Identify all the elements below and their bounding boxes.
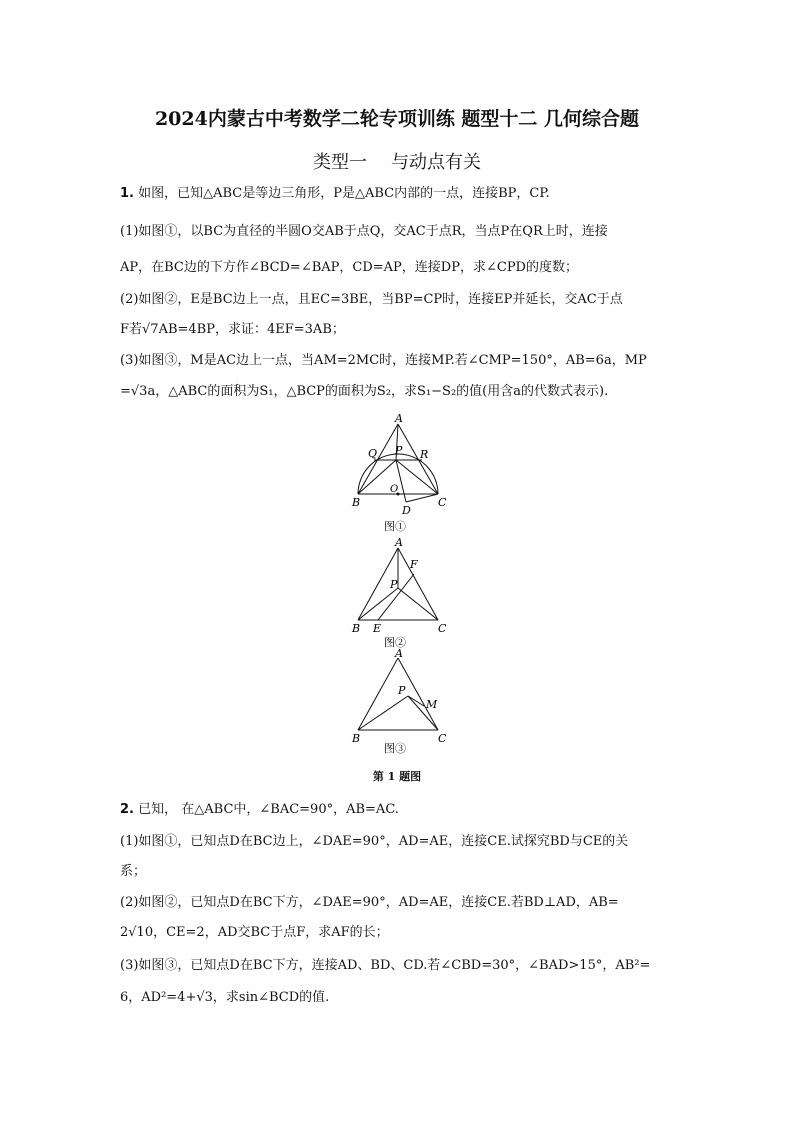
q2-stem: 已知， 在△ABC中，∠BAC=90°，AB=AC. — [138, 802, 399, 817]
q1-figure-caption: 第 1 题图 — [372, 770, 422, 783]
q1-figure-1 — [340, 410, 460, 540]
q1-stem: 如图，已知△ABC是等边三角形，P是△ABC内部的一点，连接BP，CP. — [138, 186, 550, 201]
q2-stem-line — [120, 800, 680, 820]
fig1-label: 图① — [384, 520, 406, 533]
q1-part1-line2: AP，在BC边的下方作∠BCD=∠BAP，CD=AP，连接DP，求∠CPD的度数； — [120, 260, 578, 275]
q2-part1-line2: 系； — [120, 864, 147, 879]
point-label-A: A — [395, 536, 403, 549]
point-label-C: C — [438, 732, 447, 745]
point-label-P: P — [390, 578, 398, 591]
point-label-O: O — [390, 484, 399, 495]
q2-part2-line1: (2)如图②，已知点D在BC下方，∠DAE=90°，AD=AE，连接CE.若BD⊥AD，AB= — [120, 895, 619, 910]
point-label-C: C — [438, 622, 447, 635]
section-heading — [0, 148, 794, 174]
q1-part3-line2: =√3a，△ABC的面积为S₁，△BCP的面积为S₂，求S₁−S₂的值(用含a的代数式表示). — [120, 384, 609, 399]
q1-figure-2 — [340, 536, 460, 651]
page-title: 2024内蒙古中考数学二轮专项训练 题型十二 几何综合题 — [154, 108, 640, 130]
point-label-D: D — [402, 504, 411, 517]
point-label-B: B — [352, 496, 361, 509]
q1-figure-3 — [340, 648, 460, 760]
point-label-A: A — [395, 648, 403, 660]
q2-part1-line1: (1)如图①，已知点D在BC边上，∠DAE=90°，AD=AE，连接CE.试探究BD与CE的关 — [120, 834, 629, 849]
point-label-M: M — [426, 698, 438, 711]
point-label-E: E — [373, 622, 382, 635]
section-name: 类型一 — [313, 152, 367, 173]
q2-number: 2. — [120, 802, 134, 817]
q2-part2-line2: 2√10，CE=2，AD交BC于点F，求AF的长； — [120, 925, 389, 940]
point-label-C: C — [438, 496, 447, 509]
q1-part2-line1: (2)如图②，E是BC边上一点，且EC=3BE，当BP=CP时，连接EP并延长，交AC于点 — [120, 292, 623, 307]
q1-part1-line1: (1)如图①，以BC为直径的半圆O交AB于点Q，交AC于点R，当点P在QR上时，连接 — [120, 224, 608, 239]
point-label-P: P — [395, 444, 403, 457]
point-label-F: F — [410, 558, 418, 571]
q1-stem-line — [120, 184, 680, 204]
point-label-B: B — [352, 622, 361, 635]
q1-number: 1. — [120, 186, 134, 201]
q2-part3-line2: 6，AD²=4+√3，求sin∠BCD的值. — [120, 990, 330, 1005]
q1-part3-line1: (3)如图③，M是AC边上一点，当AM=2MC时，连接MP.若∠CMP=150°，AB=6a，MP — [120, 353, 647, 368]
point-label-Q: Q — [368, 447, 378, 460]
point-label-A: A — [395, 412, 403, 425]
point-label-B: B — [352, 732, 361, 745]
q1-part2-line2: F若√7AB=4BP，求证：4EF=3AB； — [120, 322, 345, 337]
fig2-label: 图② — [384, 636, 406, 649]
q2-part3-line1: (3)如图③，已知点D在BC下方，连接AD、BD、CD.若∠CBD=30°，∠BAD>15°，AB²= — [120, 958, 651, 973]
point-label-R: R — [420, 448, 429, 461]
fig3-label: 图③ — [384, 742, 406, 755]
point-label-P: P — [398, 684, 406, 697]
section-topic: 与动点有关 — [391, 152, 481, 173]
